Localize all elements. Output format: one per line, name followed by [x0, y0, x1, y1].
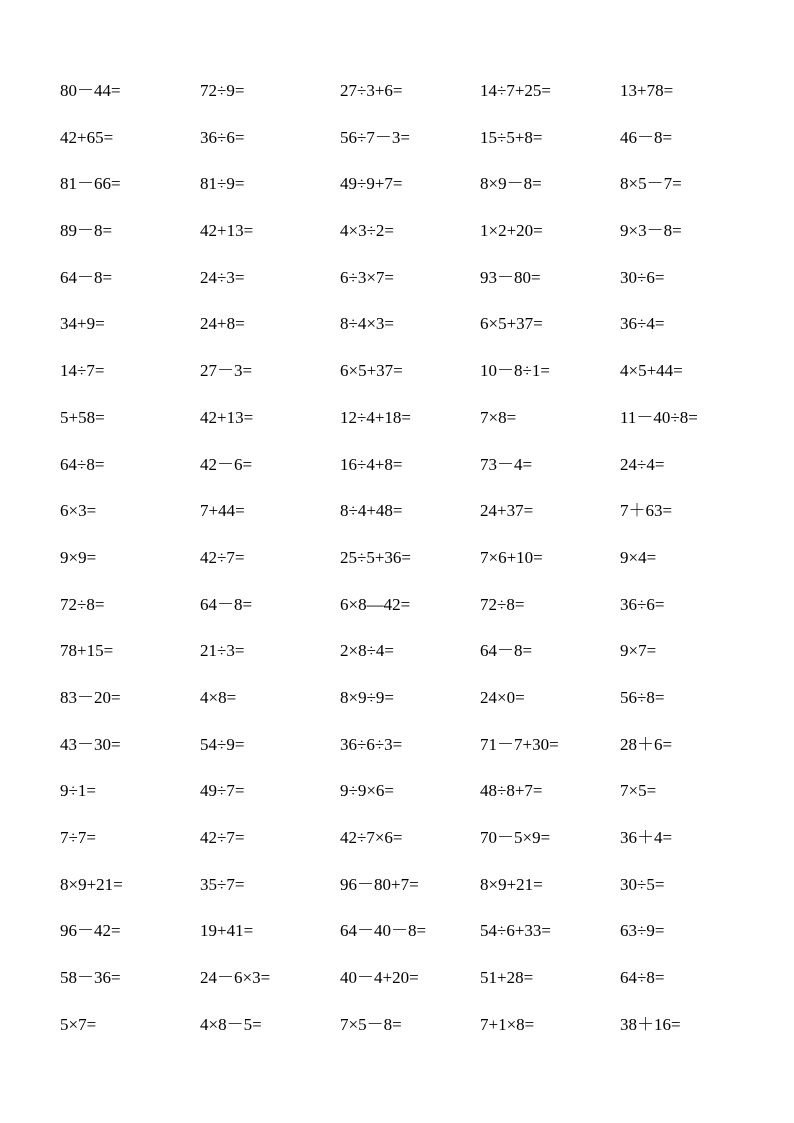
math-problem: 4×5+44= — [620, 361, 683, 381]
math-problem: 42－6= — [200, 454, 253, 474]
math-problem: 49÷7= — [200, 781, 245, 801]
math-problem: 81－66= — [60, 174, 121, 194]
math-problem: 6×5+37= — [340, 361, 403, 381]
math-problem: 12÷4+18= — [340, 407, 412, 427]
math-problem: 89－8= — [60, 221, 113, 241]
math-problem: 9×9= — [60, 547, 97, 567]
math-problem: 7+1×8= — [480, 1014, 535, 1034]
math-problem: 27÷3+6= — [340, 81, 403, 100]
math-problem: 19+41= — [200, 921, 254, 941]
math-problem: 14÷7= — [60, 361, 105, 381]
math-problem: 16÷4+8= — [340, 454, 403, 474]
math-problem: 9×7= — [620, 641, 657, 661]
math-problem: 42+65= — [60, 127, 114, 147]
math-problem: 73－4= — [480, 454, 533, 474]
math-problem: 7×5= — [620, 781, 657, 801]
problem-row — [60, 80, 760, 127]
math-problem: 7×5－8= — [340, 1014, 402, 1034]
math-problem: 24+37= — [480, 501, 534, 521]
math-problem: 49÷9+7= — [340, 174, 403, 194]
math-problem: 8×9+21= — [480, 874, 543, 894]
math-problem: 6×8—42= — [340, 594, 411, 614]
math-problem: 36＋4= — [620, 828, 673, 847]
problem-row — [60, 920, 760, 967]
math-problem: 21÷3= — [200, 641, 245, 661]
math-problem: 54÷9= — [200, 734, 245, 754]
math-problem: 6×5+37= — [480, 314, 543, 334]
math-problem: 64－8= — [200, 594, 253, 614]
math-problem: 34+9= — [60, 314, 105, 334]
problem-row — [60, 967, 760, 1014]
math-problem: 72÷8= — [60, 594, 105, 614]
math-problem: 10－8÷1= — [480, 361, 550, 381]
math-problem: 63÷9= — [620, 921, 665, 941]
math-problem: 7+44= — [200, 501, 245, 521]
problem-row — [60, 827, 760, 874]
math-problem: 64－8= — [480, 641, 533, 661]
problem-row — [60, 127, 760, 174]
math-problem: 93－80= — [480, 267, 541, 287]
problem-row — [60, 360, 760, 407]
math-problem: 7×8= — [480, 407, 517, 427]
math-problem: 36÷6÷3= — [340, 734, 403, 754]
math-problem: 46－8= — [620, 127, 673, 147]
math-problem: 8×9－8= — [480, 174, 542, 194]
math-problem: 7×6+10= — [480, 547, 543, 567]
math-problem: 78+15= — [60, 641, 114, 661]
math-problem: 8÷4×3= — [340, 314, 395, 334]
problem-row — [60, 640, 760, 687]
math-problem: 56÷8= — [620, 687, 665, 707]
problem-row — [60, 267, 760, 314]
problem-row — [60, 220, 760, 267]
problem-row — [60, 780, 760, 827]
math-problem: 27－3= — [200, 361, 253, 381]
math-problem: 83－20= — [60, 687, 121, 707]
math-problem: 8×9+21= — [60, 874, 123, 894]
math-problem: 36÷6= — [200, 127, 245, 147]
math-problem: 28＋6= — [620, 734, 673, 754]
math-problem: 25÷5+36= — [340, 547, 412, 567]
math-problem: 42÷7= — [200, 547, 245, 567]
problem-row — [60, 594, 760, 641]
math-problem: 14÷7+25= — [480, 81, 552, 100]
math-problem: 24－6×3= — [200, 968, 271, 988]
math-problem: 35÷7= — [200, 874, 245, 894]
problem-row — [60, 874, 760, 921]
math-problem: 4×8= — [200, 687, 237, 707]
math-problem: 30÷5= — [620, 874, 665, 894]
problem-row — [60, 407, 760, 454]
math-problem: 80－44= — [60, 81, 121, 100]
math-problem: 4×8－5= — [200, 1014, 262, 1034]
math-problem: 64÷8= — [60, 454, 105, 474]
math-problem: 81÷9= — [200, 174, 245, 194]
math-problem: 30÷6= — [620, 267, 665, 287]
math-problem: 64－40－8= — [340, 921, 427, 941]
math-problem: 11－40÷8= — [620, 407, 698, 427]
math-problem: 56÷7－3= — [340, 127, 410, 147]
math-problem: 42÷7= — [200, 828, 245, 847]
math-problem: 6÷3×7= — [340, 267, 395, 287]
math-problem: 36÷6= — [620, 594, 665, 614]
problem-row — [60, 1014, 760, 1061]
math-problem: 58－36= — [60, 968, 121, 988]
problem-row — [60, 734, 760, 781]
problem-row — [60, 547, 760, 594]
problem-row — [60, 454, 760, 501]
math-problem: 8×9÷9= — [340, 687, 395, 707]
problem-row — [60, 313, 760, 360]
math-problem: 1×2+20= — [480, 221, 543, 241]
math-problem: 72÷8= — [480, 594, 525, 614]
math-problem: 38＋16= — [620, 1014, 681, 1034]
problem-row — [60, 500, 760, 547]
math-problem: 8×5－7= — [620, 174, 682, 194]
math-problem: 70－5×9= — [480, 828, 551, 847]
math-problem: 43－30= — [60, 734, 121, 754]
math-problem: 96－80+7= — [340, 874, 419, 894]
math-problem: 54÷6+33= — [480, 921, 552, 941]
math-problem: 24×0= — [480, 687, 525, 707]
problem-row — [60, 173, 760, 220]
math-problem: 4×3÷2= — [340, 221, 395, 241]
math-problem: 24+8= — [200, 314, 245, 334]
math-problem: 13+78= — [620, 81, 674, 100]
math-problem: 48÷8+7= — [480, 781, 543, 801]
math-problem: 36÷4= — [620, 314, 665, 334]
math-problem: 42+13= — [200, 407, 254, 427]
math-problem: 40－4+20= — [340, 968, 419, 988]
math-problem: 42+13= — [200, 221, 254, 241]
math-problem: 96－42= — [60, 921, 121, 941]
math-problem: 15÷5+8= — [480, 127, 543, 147]
math-problem: 8÷4+48= — [340, 501, 403, 521]
math-problem: 51+28= — [480, 968, 534, 988]
math-problem: 7＋63= — [620, 501, 673, 521]
math-problem: 42÷7×6= — [340, 828, 403, 847]
problem-row — [60, 687, 760, 734]
math-problem: 9÷9×6= — [340, 781, 395, 801]
math-problem: 2×8÷4= — [340, 641, 395, 661]
math-problem: 24÷4= — [620, 454, 665, 474]
math-problem: 7÷7= — [60, 828, 96, 847]
math-problem: 5×7= — [60, 1014, 97, 1034]
math-problem: 9×4= — [620, 547, 657, 567]
math-problem: 64－8= — [60, 267, 113, 287]
math-problem: 9÷1= — [60, 781, 96, 801]
math-problem: 24÷3= — [200, 267, 245, 287]
math-problem: 64÷8= — [620, 968, 665, 988]
arithmetic-worksheet — [60, 80, 760, 1060]
math-problem: 5+58= — [60, 407, 105, 427]
math-problem: 6×3= — [60, 501, 97, 521]
math-problem: 71－7+30= — [480, 734, 559, 754]
math-problem: 72÷9= — [200, 81, 245, 100]
math-problem: 9×3－8= — [620, 221, 682, 241]
